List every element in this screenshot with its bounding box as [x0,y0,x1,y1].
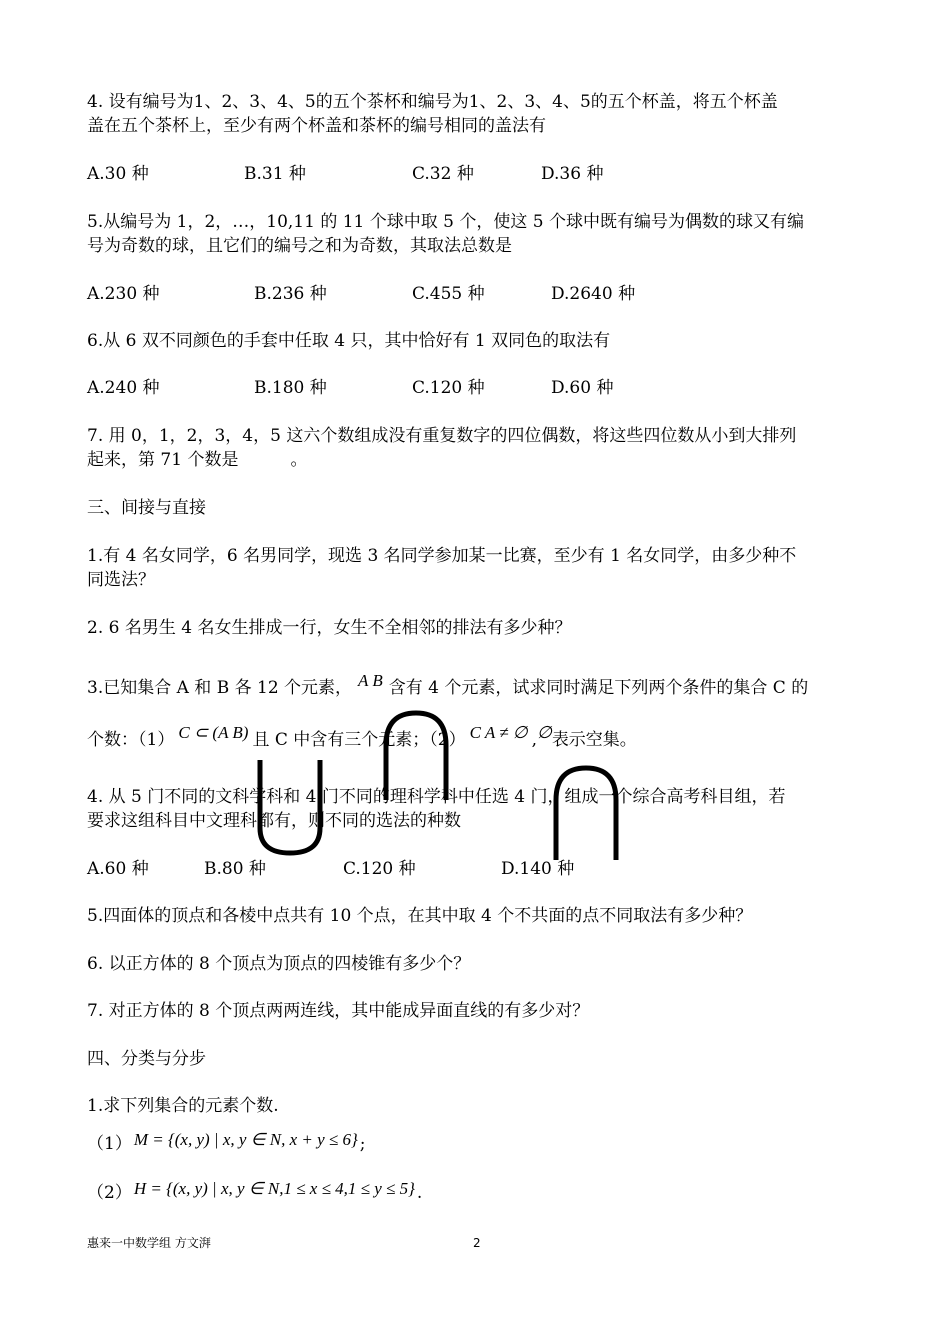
q4-option-b: B.31 种 [244,164,306,184]
s3-q3-text-1: 3.已知集合 A 和 B 各 12 个元素， [87,678,353,698]
s3-q4-option-a: A.60 种 [87,859,149,879]
q6-text-line1: 6.从 6 双不同颜色的手套中任取 4 只，其中恰好有 1 双同色的取法有 [87,331,611,351]
s3-q2-line1: 2. 6 名男生 4 名女生排成一行，女生不全相邻的排法有多少种？ [87,618,572,638]
q4-option-c: C.32 种 [412,164,474,184]
s3-q4-option-b: B.80 种 [204,859,266,879]
q5-option-c: C.455 种 [412,284,485,304]
q5-text-line2: 号为奇数的球，且它们的编号之和为奇数，其取法总数是 [87,236,512,256]
u-shaped-arc-mark [260,760,320,853]
s3-q4-option-d: D.140 种 [501,859,575,879]
q6-option-d: D.60 种 [551,378,614,398]
section-4-heading: 四、分类与分步 [87,1049,206,1069]
q4-text-line2: 盖在五个茶杯上，至少有两个杯盖和茶杯的编号相同的盖法有 [87,116,546,136]
s3-q3-math-empty-set: ∅ [537,723,552,742]
s4-q1-item2-end: . [416,1183,423,1203]
q5-text-line1: 5.从编号为 1，2，…，10,11 的 11 个球中取 5 个，使这 5 个球中既有编号为偶数的球又有编 [87,212,805,232]
s3-q4-line1: 4. 从 5 门不同的文科学科和 4 门不同的理科学科中任选 4 门，组成一个综合高考科目组，若 [87,787,786,807]
q6-option-a: A.240 种 [87,378,160,398]
s3-q3-math-c-a-nonempty: C A ≠ ∅ [469,723,528,742]
s3-q3-text-6: 表示空集。 [551,730,637,750]
s3-q3-math-a-b: A B [358,671,383,690]
q5-option-a: A.230 种 [87,284,160,304]
footer-author: 惠来一中数学组 方文湃 [87,1236,211,1250]
s4-q1-item2-set-h: H = {(x, y) | x, y ∈ N,1 ≤ x ≤ 4,1 ≤ y ≤ 5} [133,1179,415,1198]
s3-q1-line1: 1.有 4 名女同学，6 名男同学，现选 3 名同学参加某一比赛，至少有 1 名女同学，由多少种不 [87,546,797,566]
s3-q4-line2: 要求这组科目中文理科都有，则不同的选法的种数 [87,811,461,831]
s3-q3-text-4: 且 C 中含有三个元素；（2） [252,730,466,750]
s4-q1-item1-set-m: M = {(x, y) | x, y ∈ N, x + y ≤ 6} [133,1130,358,1149]
q7-text-line2-start: 起来，第 71 个数是 [87,450,239,470]
s3-q4-option-c: C.120 种 [343,859,416,879]
n-shaped-arc-mark-left [386,713,446,800]
s4-q1-item2-label: （2） [87,1183,132,1203]
q4-option-a: A.30 种 [87,164,149,184]
s4-q1-item1-label: （1） [87,1134,132,1154]
s3-q1-line2: 同选法？ [87,570,155,590]
q7-text-line2-end: 。 [290,450,308,470]
q6-option-b: B.180 种 [254,378,327,398]
q6-option-c: C.120 种 [412,378,485,398]
q4-option-d: D.36 种 [541,164,604,184]
s3-q3-text-2: 含有 4 个元素，试求同时满足下列两个条件的集合 C 的 [388,678,809,698]
s3-q6-line1: 6. 以正方体的 8 个顶点为顶点的四棱锥有多少个？ [87,954,471,974]
footer-page-number: 2 [473,1236,481,1250]
s3-q3-math-c-subset: C ⊂ (A B) [178,723,249,742]
s4-q1-line1: 1.求下列集合的元素个数. [87,1096,279,1116]
s3-q3-text-3: 个数：（1） [87,730,175,750]
q5-option-d: D.2640 种 [551,284,636,304]
section-3-heading: 三、间接与直接 [87,498,206,518]
n-shaped-arc-mark-right [556,768,616,860]
s3-q7-line1: 7. 对正方体的 8 个顶点两两连线，其中能成异面直线的有多少对？ [87,1001,590,1021]
s4-q1-item1-end: ; [359,1134,366,1154]
s3-q3-text-5: , [531,730,537,750]
q7-text-line1: 7. 用 0，1，2，3，4，5 这六个数组成没有重复数字的四位偶数，将这些四位数从小到大排列 [87,426,797,446]
q5-option-b: B.236 种 [254,284,327,304]
s3-q5-line1: 5.四面体的顶点和各棱中点共有 10 个点，在其中取 4 个不共面的点不同取法有多少种？ [87,906,753,926]
q4-text-line1: 4. 设有编号为1、2、3、4、5的五个茶杯和编号为1、2、3、4、5的五个杯盖，将五个杯盖 [87,92,778,112]
